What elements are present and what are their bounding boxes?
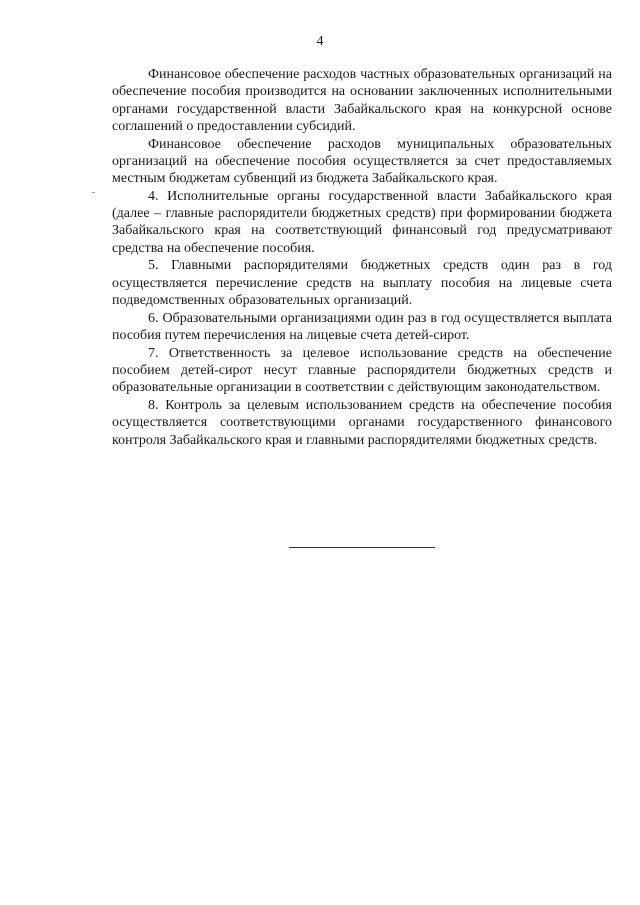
paragraph-item-6: 6. Образовательными организациями один раз в год осуществляется выплата пособия путем перечисления на лицевые счета детей-сирот.: [112, 310, 612, 344]
paragraph-item-4: 4. Исполнительные органы государственной власти Забайкальского края (далее – главные распорядители бюджетных средств) при формировании бюджета Забайкальского края на соответствующий финансовый год предусматривают средства на обеспечение пособия.: [112, 188, 612, 256]
paragraph-private-organizations-funding: Финансовое обеспечение расходов частных образовательных организаций на обеспечение пособия производится на основании заключенных исполнительными органами государственной власти Забайкальского края на конкурсной основе соглашений о предоставлении субсидий.: [112, 67, 612, 134]
document-body: [112, 66, 612, 449]
margin-mark: [92, 192, 95, 193]
closing-divider: [289, 547, 435, 548]
paragraph-item-7: 7. Ответственность за целевое использование средств на обеспечение пособием детей-сирот несут главные распорядители бюджетных средств и образовательные организации в соответствии с действующим законодательством.: [112, 345, 612, 396]
paragraph-municipal-organizations-funding: Финансовое обеспечение расходов муниципальных образовательных организаций на обеспечение пособия осуществляется за счет предоставляемых местным бюджетам субвенций из бюджета Забайкальского края.: [112, 136, 612, 187]
page-number: 4: [316, 34, 324, 49]
paragraph-item-5: 5. Главными распорядителями бюджетных средств один раз в год осуществляется перечисление средств на выплату пособия на лицевые счета подведомственных образовательных организаций.: [112, 258, 612, 309]
paragraph-item-8: 8. Контроль за целевым использованием средств на обеспечение пособия осуществляется соответствующими органами государственного финансового контроля Забайкальского края и главными распорядителями бюджетных средств.: [112, 397, 612, 448]
